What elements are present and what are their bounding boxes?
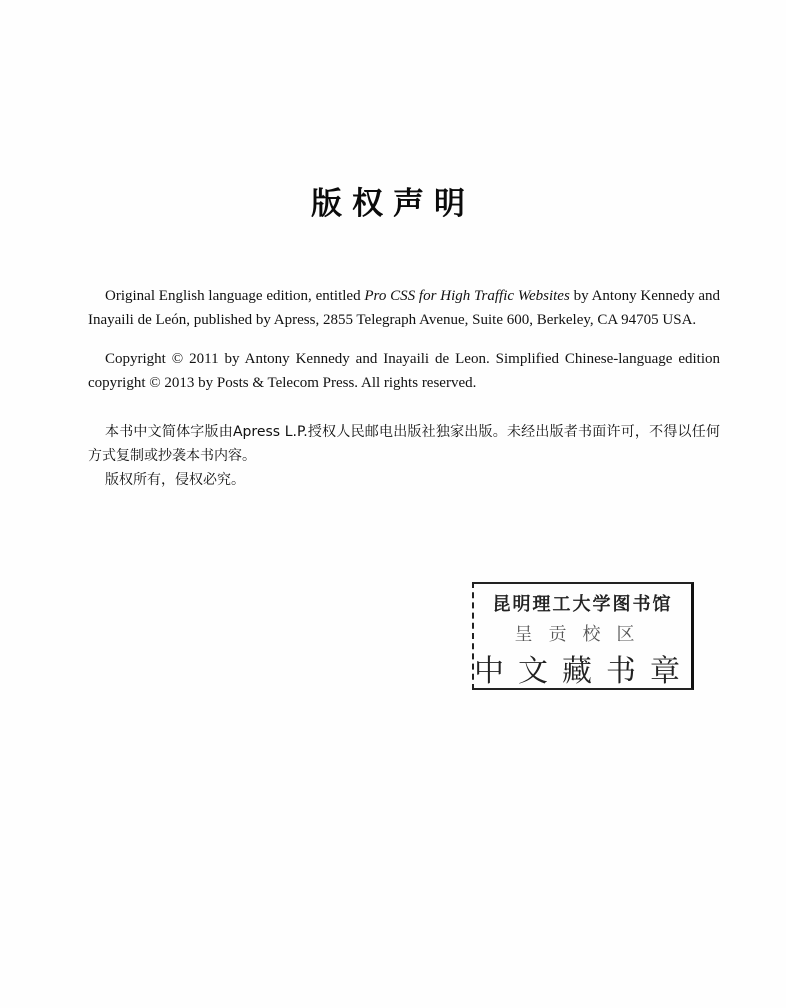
page-title: 版权声明 [311,186,475,222]
chinese-paragraph-1: 本书中文简体字版由Apress L.P.授权人民邮电出版社独家出版。未经出版者书面许可，不得以任何方式复制或抄袭本书内容。 [88,424,720,464]
book-title: Pro CSS for High Traffic Websites [364,288,570,304]
stamp-library-name: 昆明理工大学图书馆 [492,594,673,615]
stamp-collection-label: 中文藏书章 [474,654,694,689]
english-paragraph-2: Copyright © 2011 by Antony Kennedy and Inayaili de Leon. Simplified Chinese-language edition copyright © 2013 by Posts & Telecom Press. All rights reserved. [88,351,720,391]
stamp-campus: 呈贡校区 [514,624,651,645]
english-paragraph-1 [88,284,720,332]
english-paragraph-1-tail: by Antony Kennedy and Inayaili de León, published by Apress, 2855 Telegraph Avenue, Suite 600, Berkeley, CA 94705 USA. [88,288,720,328]
library-stamp [472,582,694,690]
english-paragraph-1-lead: Original English language edition, entitled [105,288,365,304]
chinese-paragraph-2: 版权所有，侵权必究。 [105,472,245,488]
